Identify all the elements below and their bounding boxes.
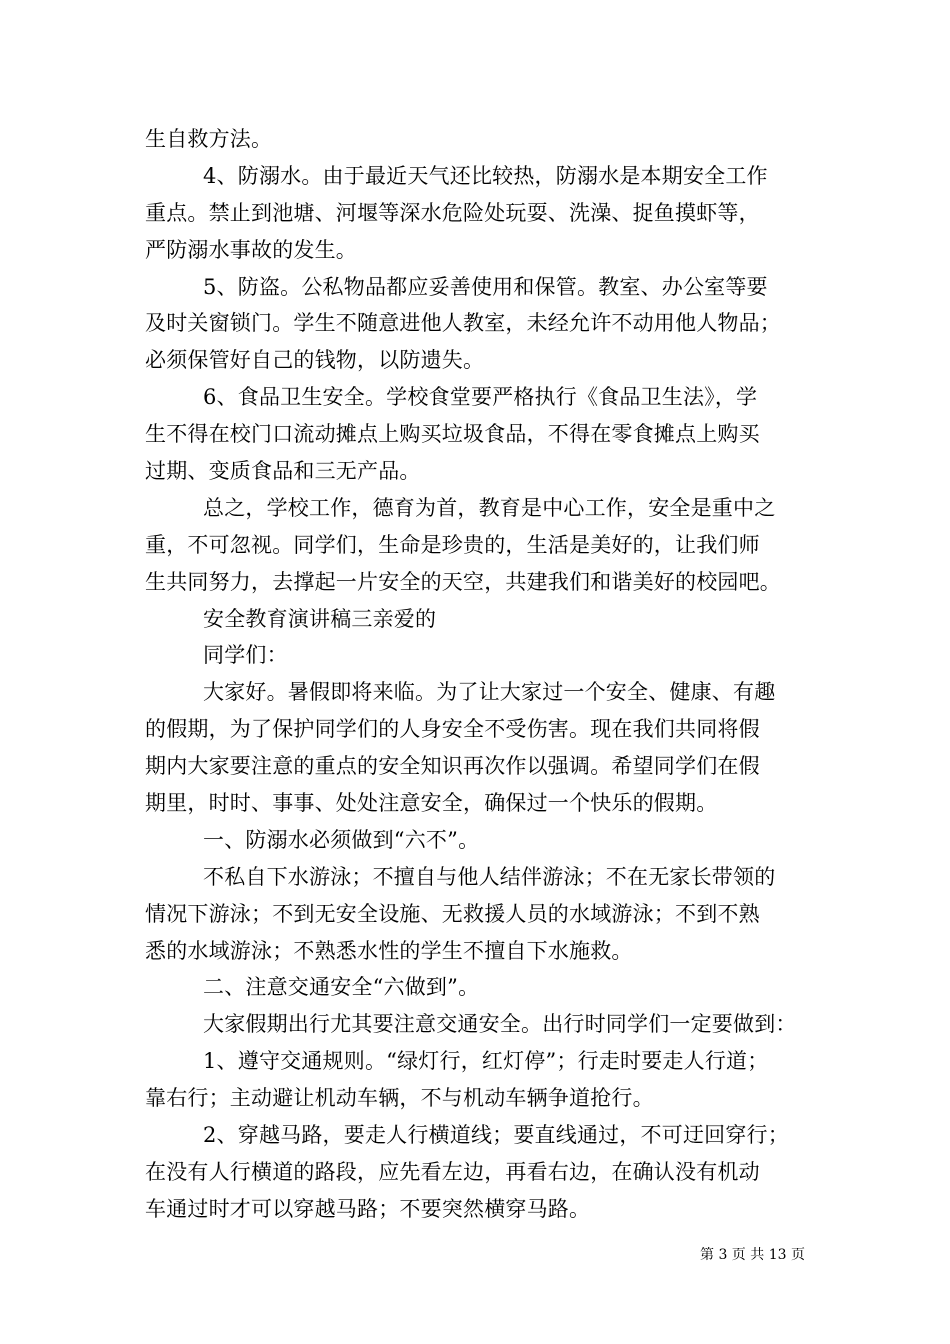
text-line: 生不得在校门口流动摊点上购买垃圾食品，不得在零食摊点上购买	[145, 422, 760, 447]
text-line: 5、防盗。公私物品都应妥善使用和保管。教室、办公室等要	[203, 274, 768, 299]
body-text	[145, 121, 810, 1228]
text-line: 大家假期出行尤其要注意交通安全。出行时同学们一定要做到：	[203, 1012, 797, 1037]
text-line: 严防溺水事故的发生。	[145, 237, 357, 262]
text-line: 重，不可忽视。同学们，生命是珍贵的，生活是美好的，让我们师	[145, 532, 760, 557]
text-line: 6、食品卫生安全。学校食堂要严格执行《食品卫生法》，学	[203, 385, 758, 410]
text-line: 期内大家要注意的重点的安全知识再次作以强调。希望同学们在假	[145, 754, 760, 779]
text-line: 悉的水域游泳；不熟悉水性的学生不擅自下水施救。	[145, 938, 633, 963]
text-line: 在没有人行横道的路段，应先看左边，再看右边，在确认没有机动	[145, 1159, 760, 1184]
text-line: 情况下游泳；不到无安全设施、无救援人员的水域游泳；不到不熟	[145, 901, 760, 926]
text-line: 1、遵守交通规则。“绿灯行，红灯停”；行走时要走人行道；	[203, 1049, 769, 1074]
text-line: 及时关窗锁门。学生不随意进他人教室，未经允许不动用他人物品；	[145, 311, 781, 336]
text-line: 重点。禁止到池塘、河堰等深水危险处玩耍、洗澡、捉鱼摸虾等，	[145, 200, 760, 225]
text-line: 4、防溺水。由于最近天气还比较热，防溺水是本期安全工作	[203, 163, 768, 188]
text-line: 的假期，为了保护同学们的人身安全不受伤害。现在我们共同将假	[145, 717, 760, 742]
text-line: 期里，时时、事事、处处注意安全，确保过一个快乐的假期。	[145, 791, 718, 816]
text-line: 生自救方法。	[145, 127, 273, 151]
text-line: 安全教育演讲稿三亲爱的	[203, 606, 437, 631]
text-line: 车通过时才可以穿越马路；不要突然横穿马路。	[145, 1196, 591, 1221]
text-line: 一、防溺水必须做到“六不”。	[203, 827, 480, 852]
text-line: 二、注意交通安全“六做到”。	[203, 975, 480, 1000]
page-number: 第 3 页 共 13 页	[700, 1247, 805, 1263]
text-line: 靠右行；主动避让机动车辆，不与机动车辆争道抢行。	[145, 1086, 654, 1111]
text-line: 必须保管好自己的钱物，以防遗失。	[145, 348, 485, 373]
text-line: 2、穿越马路，要走人行横道线；要直线通过，不可迂回穿行；	[203, 1123, 789, 1148]
text-line: 过期、变质食品和三无产品。	[145, 459, 421, 484]
text-line: 大家好。暑假即将来临。为了让大家过一个安全、健康、有趣	[203, 680, 776, 705]
text-line: 总之，学校工作，德育为首，教育是中心工作，安全是重中之	[203, 495, 776, 520]
text-line: 生共同努力，去撑起一片安全的天空，共建我们和谐美好的校园吧。	[145, 569, 781, 594]
text-line: 同学们：	[203, 643, 288, 668]
text-line: 不私自下水游泳；不擅自与他人结伴游泳；不在无家长带领的	[203, 864, 776, 889]
